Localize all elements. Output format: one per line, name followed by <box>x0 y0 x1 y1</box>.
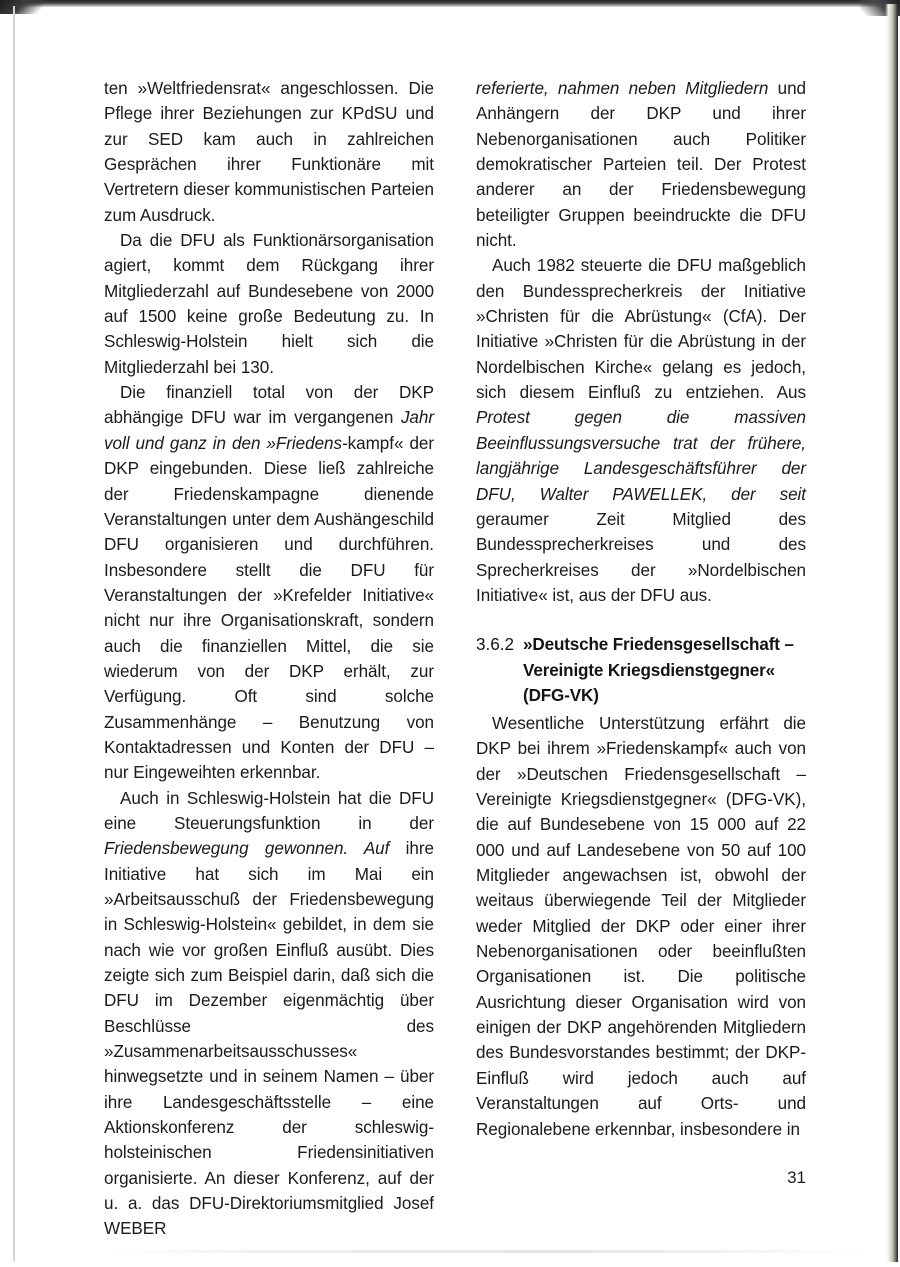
scan-top-edge-artifact <box>0 0 900 7</box>
text-run: ihre Initiative hat sich im Mai ein »Arbeitsausschuß der Friedensbewegung in Schleswig-Holstein« gebildet, in dem sie nach wie vor großen Einfluß ausübt. Dies zeigte sich zum Beispiel darin, daß sich die DFU im Dezember eigenmächtig über Beschlüsse des »Zusammenarbeitsausschusses« hinwegsetzte und in seinem Namen – über ihre Landesgeschäftsstelle – eine Aktionskonferenz der schleswig-holsteinischen Friedensinitiativen organisierte. An dieser Konferenz, auf der u. a. das DFU-Direktoriumsmitglied Josef WEBER <box>104 839 434 1239</box>
text-run: Die finanziell total von der DKP abhängige DFU war im vergangenen <box>104 383 434 428</box>
paragraph <box>476 76 806 253</box>
left-text-column <box>104 76 434 1242</box>
page-number: 31 <box>787 1168 806 1187</box>
paragraph <box>104 380 434 786</box>
paragraph <box>104 228 434 380</box>
emphasised-text-run: Protest gegen die massiven Beeinflussungsversuche trat der frühere, langjährige Landesgeschäftsführer der DFU, Walter PAWELLEK, der seit <box>476 408 806 504</box>
section-title: »Deutsche Friedensgesellschaft – Vereinigte Kriegsdienstgegner« (DFG-VK) <box>523 635 794 706</box>
scan-bottom-edge-artifact <box>110 1250 870 1253</box>
text-run: Auch in Schleswig-Holstein hat die DFU eine Steuerungsfunktion in der <box>104 788 434 833</box>
text-run: geraumer Zeit Mitglied des Bundessprecherkreises und des Sprecherkreises der »Nordelbischen Initiative« ist, aus der DFU aus. <box>476 509 806 605</box>
text-run: Wesentliche Unterstützung erfährt die DKP bei ihrem »Friedenskampf« auch von der »Deutschen Friedensgesellschaft – Vereinigte Kriegsdienstgegner« (DFG-VK), die auf Bundesebene von 15 000 auf 22 000 und auf Landesebene von 50 auf 100 Mitglieder angewachsen ist, obwohl der weitaus überwiegende Teil der Mitglieder weder Mitglied der DKP oder einer ihrer Nebenorganisationen oder beeinflußten Organisationen ist. Die politische Ausrichtung dieser Organisation wird von einigen der DKP angehörenden Mitgliedern des Bundesvorstandes bestimmt; der DKP-Einfluß wird jedoch auch auf Veranstaltungen auf Orts- und Regionalebene erkennbar, insbesondere in <box>476 714 806 1139</box>
scan-right-binding-shadow <box>885 4 898 1262</box>
scan-left-edge-line <box>13 6 15 1261</box>
right-text-column <box>476 76 806 1242</box>
scan-top-left-corner-artifact <box>0 0 46 14</box>
text-run: Auch 1982 steuerte die DFU maßgeblich den Bundessprecherkreis der Initiative »Christen für die Abrüstung« (CfA). Der Initiative »Christen für die Abrüstung in der Nordelbischen Kirche« gelang es jedoch, sich diesem Einfluß zu entziehen. Aus <box>476 256 806 403</box>
text-run: Da die DFU als Funktionärsorganisation agiert, kommt dem Rückgang ihrer Mitgliederzahl auf Bundesebene von 2000 auf 1500 keine große Bedeutung zu. In Schleswig-Holstein hielt sich die Mitgliederzahl bei 130. <box>104 231 434 377</box>
section-heading <box>476 632 806 709</box>
section-number: 3.6.2 <box>476 635 515 655</box>
emphasised-text-run: Friedensbewegung gewonnen. Auf <box>104 839 390 859</box>
text-run: kampf« der DKP eingebunden. Diese ließ zahlreiche der Friedenskampagne dienende Veranstaltungen unter dem Aushängeschild DFU organisieren und durchführen. Insbesondere stellt die DFU für Veranstaltungen der »Krefelder Initiative« nicht nur ihre Organisationskraft, sondern auch die finanziellen Mittel, die sie wiederum von der DKP erhält, zur Verfügung. Oft sind solche Zusammenhänge – Benutzung von Kontaktadressen und Konten der DFU – nur Eingeweihten erkennbar. <box>104 433 435 783</box>
paragraph <box>104 76 434 228</box>
text-run: und Anhängern der DKP und ihrer Nebenorganisationen auch Politiker demokratischer Parteien teil. Der Protest anderer an der Friedensbewegung beteiligter Gruppen beeindruckte die DFU nicht. <box>476 79 806 251</box>
emphasised-text-run: Jahr voll und ganz in den »Friedens- <box>104 408 434 453</box>
text-run: ten »Weltfriedensrat« angeschlossen. Die Pflege ihrer Beziehungen zur KPdSU und zur SED kam auch in zahlreichen Gesprächen ihrer Funktionäre mit Vertretern dieser kommunistischen Parteien zum Ausdruck. <box>104 79 434 225</box>
paragraph <box>476 253 806 608</box>
two-column-text-body <box>104 76 806 1242</box>
emphasised-text-run: referierte, nahmen neben Mitgliedern <box>476 79 769 98</box>
paragraph <box>476 711 806 1142</box>
